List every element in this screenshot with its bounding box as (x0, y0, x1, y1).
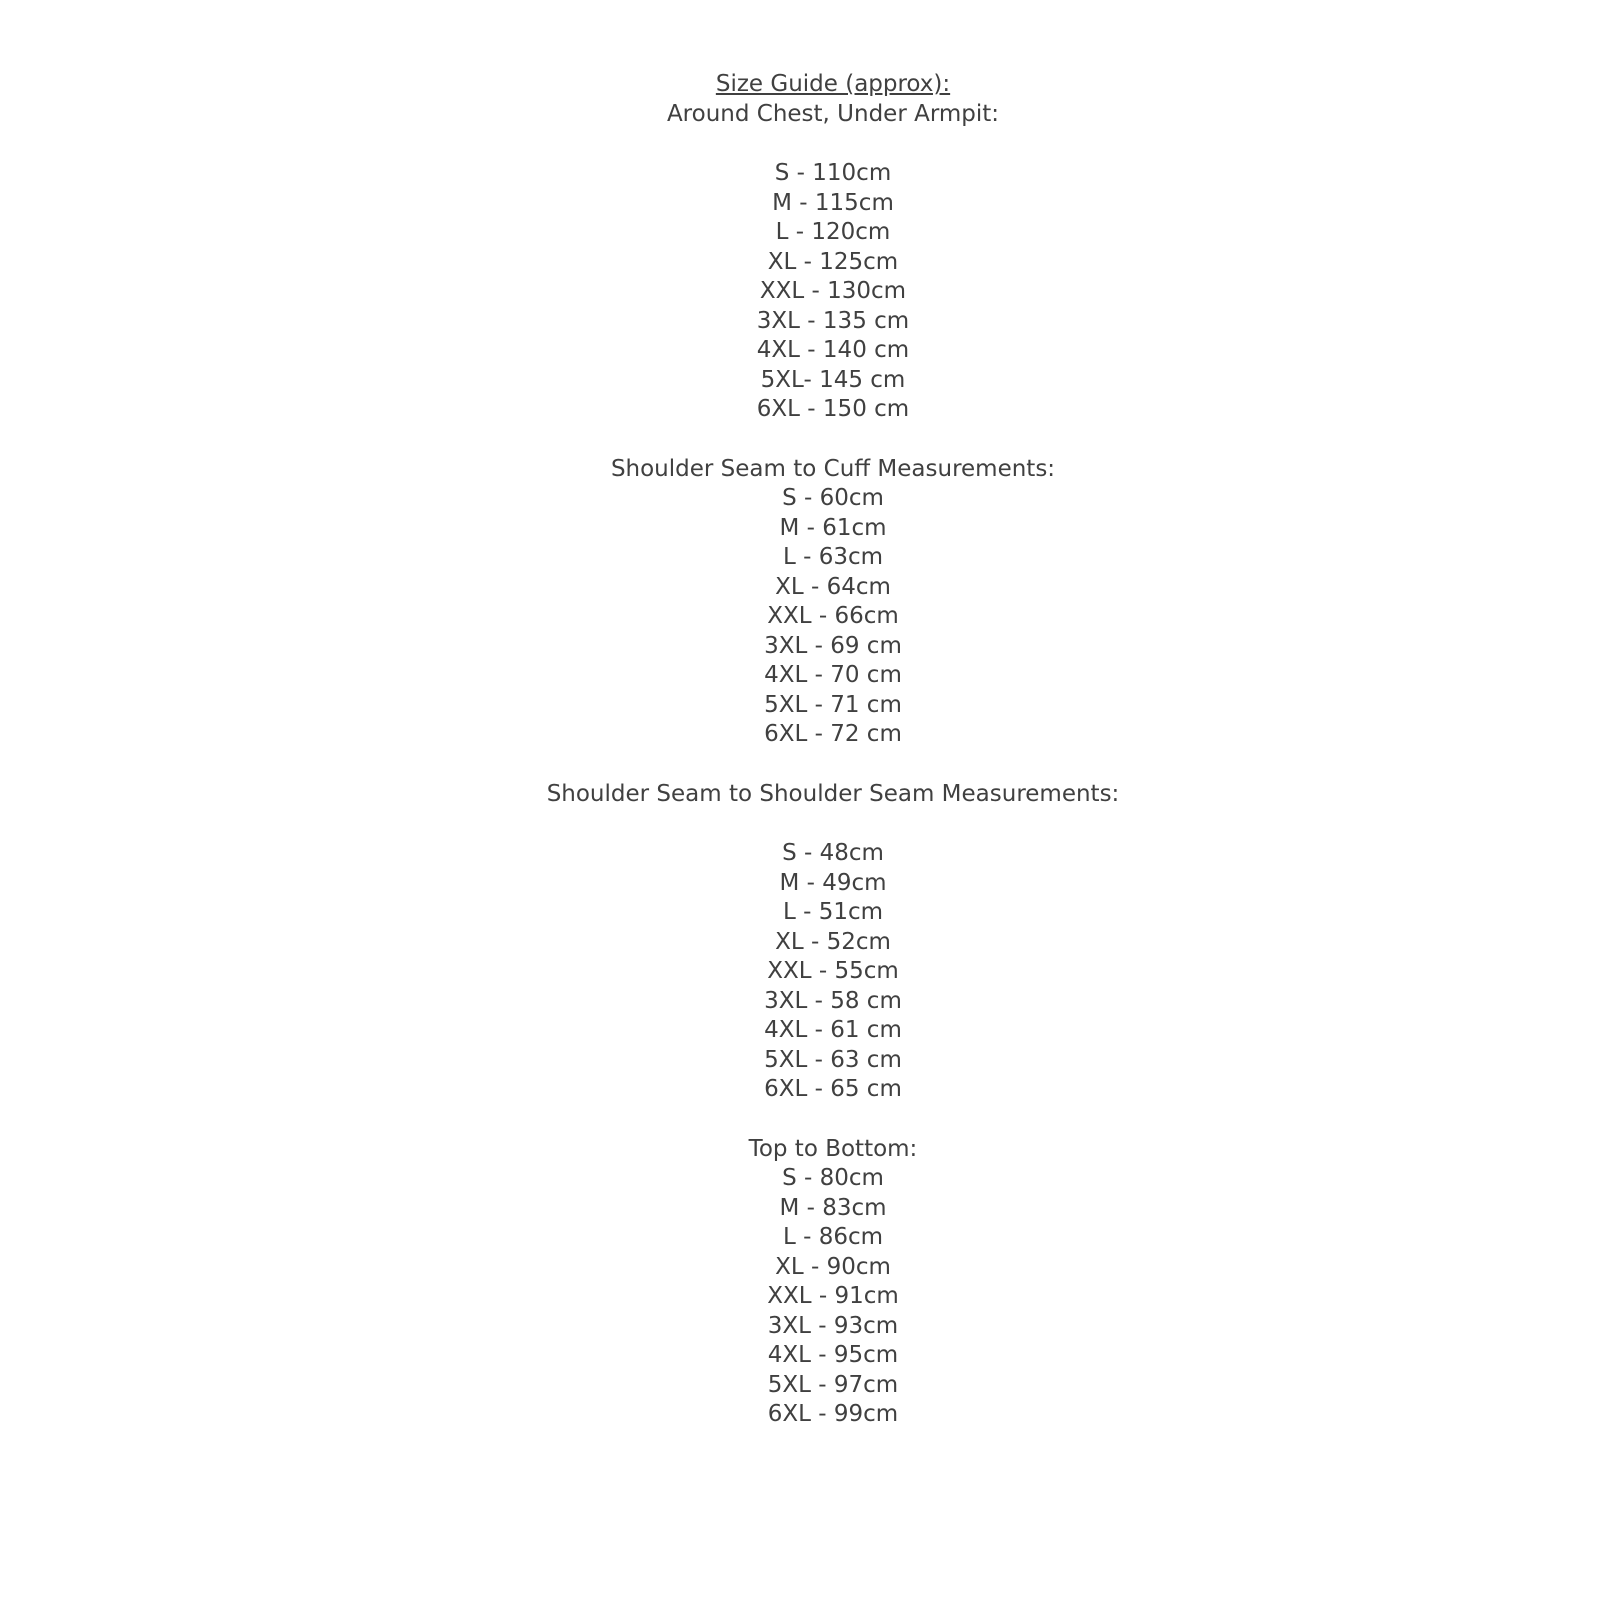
size-measurement: 4XL - 95cm (767, 1342, 899, 1368)
size-measurement: 5XL - 97cm (767, 1371, 899, 1398)
size-measurement: S - 110cm (774, 160, 892, 186)
size-measurement: 4XL - 61 cm (764, 1017, 902, 1043)
size-measurement: S - 60cm (782, 485, 884, 511)
size-measurement: L - 120cm (775, 219, 891, 245)
size-measurement: XL - 64cm (775, 573, 891, 600)
size-measurement: 5XL - 63 cm (764, 1046, 902, 1073)
size-measurement: L - 63cm (782, 544, 884, 570)
section-heading-text: Around Chest, Under Armpit: (666, 100, 1000, 127)
section-items (66, 839, 1600, 1105)
size-measurement: S - 80cm (782, 1165, 884, 1191)
page-title: Size Guide (approx): (715, 71, 951, 97)
size-measurement: 4XL - 70 cm (764, 662, 902, 688)
size-measurement: 3XL - 69 cm (764, 632, 902, 659)
size-measurement: 6XL - 150 cm (756, 396, 910, 422)
section-heading (66, 100, 1600, 130)
size-measurement: 4XL - 140 cm (756, 337, 910, 363)
sections-container (66, 100, 1600, 1430)
section-heading-text: Shoulder Seam to Cuff Measurements: (610, 455, 1056, 482)
size-measurement: L - 51cm (782, 899, 884, 925)
size-measurement: M - 115cm (772, 189, 894, 216)
section-heading (66, 780, 1600, 810)
size-measurement: 3XL - 135 cm (756, 307, 910, 334)
size-measurement: XXL - 66cm (767, 603, 899, 629)
size-measurement: 6XL - 72 cm (764, 721, 902, 747)
size-measurement: 6XL - 99cm (767, 1401, 899, 1427)
size-measurement: M - 61cm (779, 514, 887, 541)
size-measurement: 5XL - 71 cm (764, 691, 902, 718)
size-measurement: XXL - 55cm (767, 958, 899, 984)
size-measurement: XXL - 130cm (759, 278, 907, 304)
section-items (66, 159, 1600, 425)
section-heading-text: Shoulder Seam to Shoulder Seam Measurements: (546, 780, 1120, 807)
size-measurement: M - 83cm (779, 1194, 887, 1221)
size-measurement: XL - 52cm (775, 928, 891, 955)
size-measurement: XXL - 91cm (767, 1283, 899, 1309)
size-measurement: M - 49cm (779, 869, 887, 896)
section-block (66, 1135, 1600, 1430)
section-block (66, 455, 1600, 750)
size-measurement: L - 86cm (782, 1224, 884, 1250)
size-measurement: 6XL - 65 cm (764, 1076, 902, 1102)
section-heading-text: Top to Bottom: (748, 1135, 918, 1162)
size-measurement: XL - 125cm (767, 248, 899, 275)
size-measurement: 3XL - 58 cm (764, 987, 902, 1014)
size-measurement: S - 48cm (782, 840, 884, 866)
size-measurement: XL - 90cm (775, 1253, 891, 1280)
size-measurement: 5XL- 145 cm (760, 366, 906, 393)
size-measurement: 3XL - 93cm (767, 1312, 899, 1339)
